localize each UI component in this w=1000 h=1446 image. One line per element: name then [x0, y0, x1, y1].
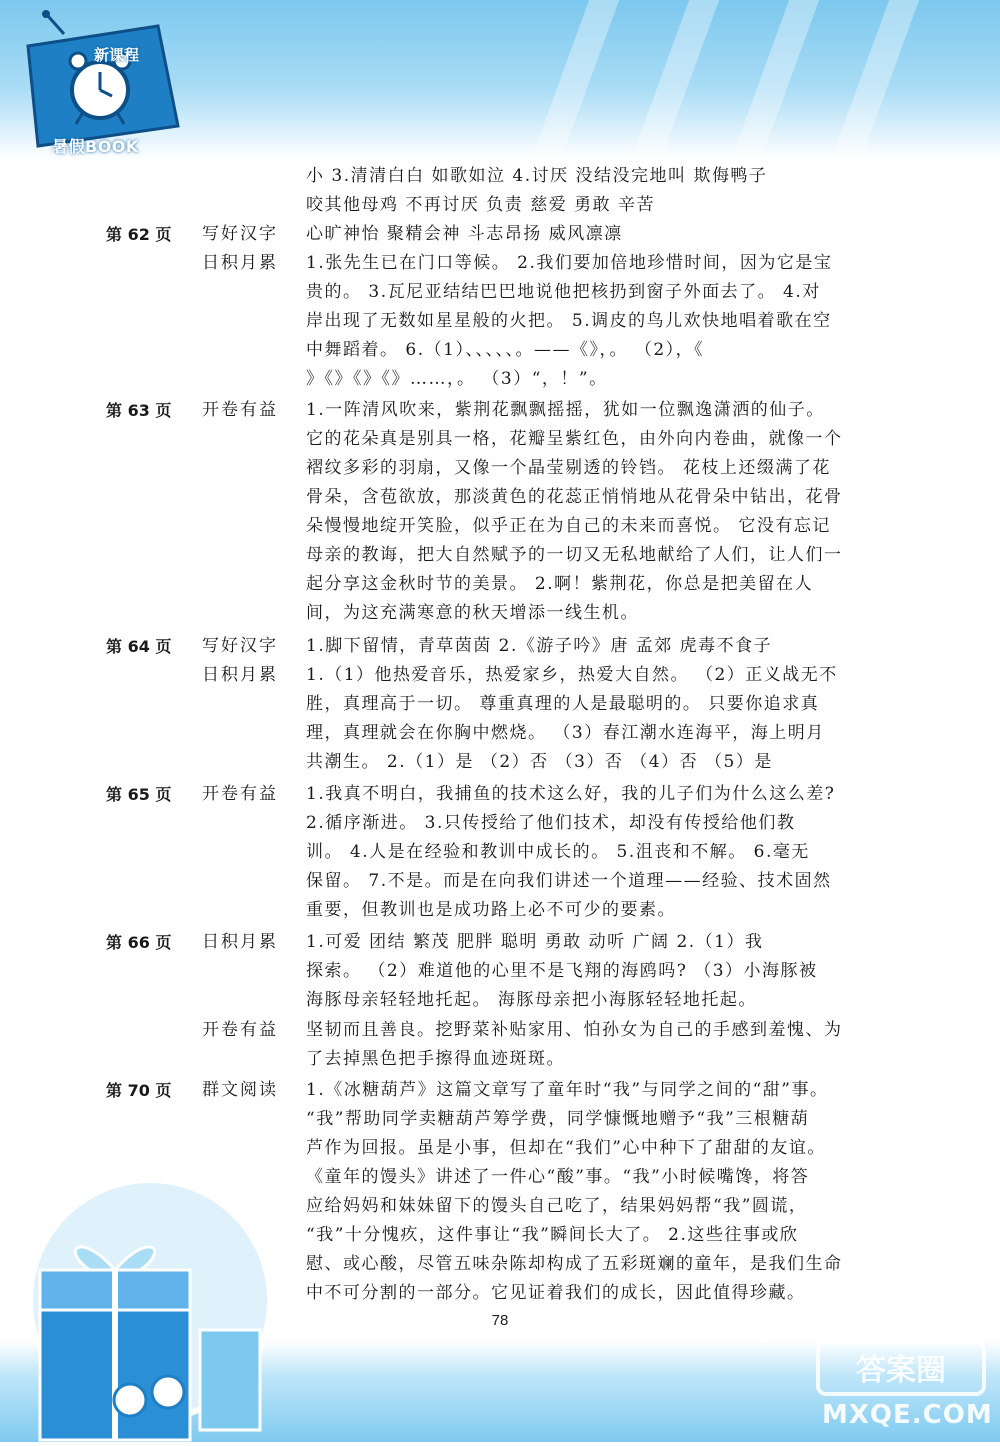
- series-logo: [8, 6, 188, 156]
- text-line: 母亲的教诲，把大自然赋予的一切又无私地献给了人们，让人们一: [306, 545, 843, 565]
- text-line: 胜，真理高于一切。 尊重真理的人是最聪明的。 只要你追求真: [306, 694, 820, 714]
- answer-text: [306, 1016, 914, 1074]
- watermark-logo-text: 答案圈: [856, 1353, 946, 1388]
- text-line: 保留。 7.不是。而是在向我们讲述一个道理——经验、技术固然: [306, 871, 832, 891]
- text-line: 1.《冰糖葫芦》这篇文章写了童年时“我”与同学之间的“甜”事。: [306, 1080, 829, 1100]
- text-line: 1.可爱 团结 繁茂 肥胖 聪明 勇敢 动听 广阔 2.（1）我: [306, 932, 764, 952]
- text-line: 1.张先生已在门口等候。 2.我们要加倍地珍惜时间，因为它是宝: [306, 253, 833, 273]
- text-line: 起分享这金秋时节的美景。 2.啊！紫荆花，你总是把美留在人: [306, 574, 814, 594]
- text-line: 探索。 （2）难道他的心里不是飞翔的海鸥吗? （3）小海豚被: [306, 961, 818, 981]
- section-label: 开卷有益: [202, 400, 278, 420]
- text-line: 它的花朵真是别具一格，花瓣呈紫红色，由外向内卷曲，就像一个: [306, 429, 843, 449]
- answer-text: [306, 249, 914, 394]
- text-line: 2.循序渐进。 3.只传授给了他们技术，却没有传授给他们教: [306, 813, 796, 833]
- text-line: 《童年的馒头》讲述了一件心“酸”事。“我”小时候嘴馋，将答: [306, 1167, 810, 1187]
- answer-text: [306, 780, 914, 925]
- answer-text: [306, 162, 914, 220]
- logo-bottom-text: 暑假BOOK: [52, 137, 139, 156]
- text-line: 1.一阵清风吹来，紫荆花飘飘摇摇，犹如一位飘逸潇洒的仙子。: [306, 400, 825, 420]
- header-stripe: [631, 0, 719, 160]
- text-line: 慰、或心酸，尽管五味杂陈却构成了五彩斑斓的童年，是我们生命: [306, 1254, 843, 1274]
- text-line: 骨朵，含苞欲放，那淡黄色的花蕊正悄悄地从花骨朵中钻出，花骨: [306, 487, 843, 507]
- answer-text: [306, 396, 914, 628]
- text-line: 1.脚下留情，青草茵茵 2.《游子吟》唐 孟郊 虎毒不食子: [306, 636, 773, 656]
- header-stripe: [831, 0, 919, 160]
- text-line: 1.我真不明白，我捕鱼的技术这么好，我的儿子们为什么这么差?: [306, 784, 836, 804]
- text-line: 小 3.清清白白 如歌如泣 4.讨厌 没结没完地叫 欺侮鸭子: [306, 166, 768, 186]
- answer-text: [306, 632, 914, 661]
- page-label: 第 65 页: [106, 785, 172, 804]
- page-label: 第 64 页: [106, 637, 172, 656]
- text-line: 心旷神怡 聚精会神 斗志昂扬 威风凛凛: [306, 224, 623, 244]
- text-line: 1.（1）他热爱音乐，热爱家乡，热爱大自然。 （2）正义战无不: [306, 665, 838, 685]
- answer-text: [306, 1076, 914, 1308]
- text-line: 褶纹多彩的羽扇，又像一个晶莹剔透的铃铛。 花枝上还缀满了花: [306, 458, 831, 478]
- page-label: 第 62 页: [106, 225, 172, 244]
- text-line: 共潮生。 2.（1）是 （2）否 （3）否 （4）否 （5）是: [306, 752, 773, 772]
- page-number: 78: [480, 1312, 520, 1334]
- text-line: “我”十分愧疚，这件事让“我”瞬间长大了。 2.这些往事或欣: [306, 1225, 799, 1245]
- text-line: 中不可分割的一部分。它见证着我们的成长，因此值得珍藏。: [306, 1283, 806, 1303]
- text-line: 间，为这充满寒意的秋天增添一线生机。: [306, 603, 639, 623]
- page-label: 第 66 页: [106, 933, 172, 952]
- section-label: 开卷有益: [202, 784, 278, 804]
- text-line: 应给妈妈和妹妹留下的馒头自己吃了，结果妈妈帮“我”圆谎，: [306, 1196, 808, 1216]
- text-line: 岸出现了无数如星星般的火把。 5.调皮的鸟儿欢快地唱着歌在空: [306, 311, 832, 331]
- text-line: 朵慢慢地绽开笑脸，似乎正在为自己的未来而喜悦。 它没有忘记: [306, 516, 831, 536]
- watermark: [816, 1336, 993, 1436]
- text-line: 了去掉黑色把手擦得血迹斑斑。: [306, 1049, 565, 1069]
- page-label: 第 70 页: [106, 1081, 172, 1100]
- text-line: 》《》《》《》……，。 （3）“，！”。: [306, 369, 608, 389]
- text-line: 咬其他母鸡 不再讨厌 负责 慈爱 勇敢 辛苦: [306, 195, 656, 215]
- section-label: 日积月累: [202, 665, 278, 685]
- section-label: 日积月累: [202, 253, 278, 273]
- watermark-text: MXQE.COM: [822, 1400, 993, 1430]
- answer-text: [306, 661, 914, 777]
- text-line: 中舞蹈着。 6.（1）、、、、、。——《》，。 （2），《: [306, 340, 705, 360]
- text-line: 芦作为回报。虽是小事，但却在“我们”心中种下了甜甜的友谊。: [306, 1138, 826, 1158]
- section-label: 写好汉字: [202, 636, 278, 656]
- text-line: “我”帮助同学卖糖葫芦筹学费，同学慷慨地赠予“我”三根糖葫: [306, 1109, 810, 1129]
- text-line: 海豚母亲轻轻地托起。 海豚母亲把小海豚轻轻地托起。: [306, 990, 757, 1010]
- section-label: 开卷有益: [202, 1020, 278, 1040]
- footer-illustration: [0, 1120, 300, 1442]
- gift-box-illustration: [0, 1120, 300, 1442]
- watermark-logo: [816, 1336, 986, 1400]
- page-label: 第 63 页: [106, 401, 172, 420]
- header-stripe: [731, 0, 819, 160]
- section-label: 写好汉字: [202, 224, 278, 244]
- answer-text: [306, 928, 914, 1015]
- section-label: 日积月累: [202, 932, 278, 952]
- text-line: 重要，但教训也是成功路上必不可少的要素。: [306, 900, 676, 920]
- text-line: 坚韧而且善良。挖野菜补贴家用、怕孙女为自己的手感到羞愧、为: [306, 1020, 843, 1040]
- header-stripe: [531, 0, 619, 160]
- text-line: 训。 4.人是在经验和教训中成长的。 5.沮丧和不解。 6.毫无: [306, 842, 810, 862]
- answer-text: [306, 220, 914, 249]
- section-label: 群文阅读: [202, 1080, 278, 1100]
- logo-top-text: 新课程: [94, 46, 140, 64]
- text-line: 理，真理就会在你胸中燃烧。 （3）春江潮水连海平，海上明月: [306, 723, 825, 743]
- text-line: 贵的。 3.瓦尼亚结结巴巴地说他把核扔到窗子外面去了。 4.对: [306, 282, 821, 302]
